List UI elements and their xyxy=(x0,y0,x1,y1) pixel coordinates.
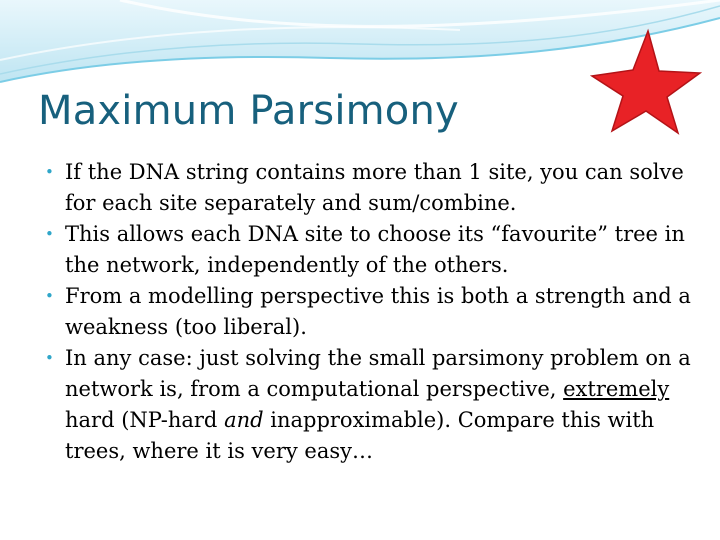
bullet-text-part: inapproximable). Compare this with trees, where it is very easy… xyxy=(65,408,655,463)
bullet-item xyxy=(45,343,695,467)
emphasis-underlined: extremely xyxy=(563,377,670,401)
bullet-text-part: hard (NP-hard xyxy=(65,408,225,432)
bullet-dot-icon: • xyxy=(45,225,54,243)
star-icon xyxy=(590,28,702,136)
bullet-dot-icon: • xyxy=(45,163,54,181)
bullet-dot-icon: • xyxy=(45,349,54,367)
bullet-item xyxy=(45,219,695,281)
bullet-text: From a modelling perspective this is both a strength and a weakness (too liberal). xyxy=(65,284,691,339)
bullet-text-part: In any case: just solving the small parsimony problem on a network is, from a computational perspective, xyxy=(65,346,691,401)
slide-title: Maximum Parsimony xyxy=(38,88,459,134)
bullet-text: This allows each DNA site to choose its “favourite” tree in the network, independently of the others. xyxy=(65,222,685,277)
bullet-item xyxy=(45,157,695,219)
emphasis-italic: and xyxy=(224,408,264,432)
bullet-item xyxy=(45,281,695,343)
bullet-dot-icon: • xyxy=(45,287,54,305)
bullet-text: If the DNA string contains more than 1 site, you can solve for each site separately and sum/combine. xyxy=(65,160,684,215)
bullet-list xyxy=(45,157,695,467)
